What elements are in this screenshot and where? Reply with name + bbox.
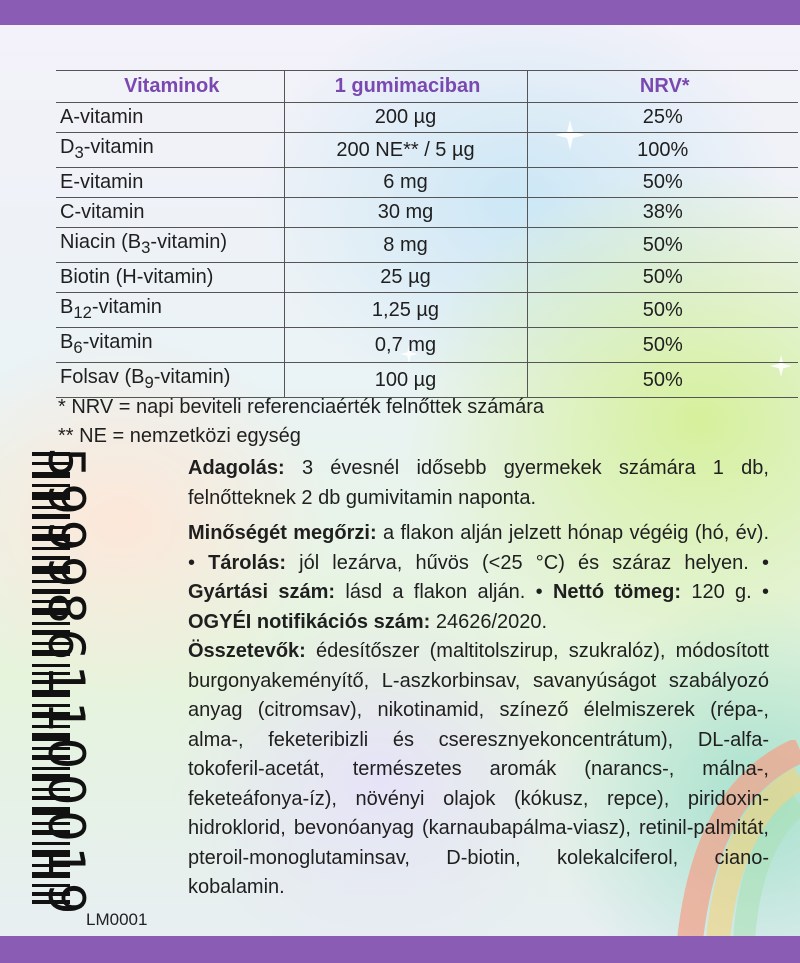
table-row — [56, 103, 798, 133]
vitamin-nrv: 100% — [527, 133, 798, 168]
header-nrv: NRV* — [527, 71, 798, 103]
dosage-paragraph — [188, 454, 769, 513]
vitamin-name: Niacin $(B_3-vitamin)$ — [56, 228, 284, 263]
vitamin-amount: 100 µg — [284, 363, 527, 398]
vitamin-name: $D_3$-vitamin — [56, 133, 284, 168]
vitamin-name: Biotin (H-vitamin) — [56, 263, 284, 293]
footnote-nrv: * NRV = napi beviteli referenciaérték felnőttek számára — [58, 396, 544, 418]
vitamin-nrv: 38% — [527, 198, 798, 228]
weight-text: 120 g. • — [681, 581, 769, 603]
vitamin-nrv: 50% — [527, 168, 798, 198]
vitamin-nrv: 50% — [527, 293, 798, 328]
vitamin-name: E-vitamin — [56, 168, 284, 198]
weight-label: Nettó tömeg: — [552, 581, 682, 603]
storage-paragraph — [188, 519, 769, 637]
batch-text: lásd a flakon alján. • — [335, 581, 553, 603]
vitamin-name: C-vitamin — [56, 198, 284, 228]
vitamin-amount: 6 mg — [284, 168, 527, 198]
ingredients-label: Összetevők: — [188, 640, 306, 662]
vitamin-name: $B_6$-vitamin — [56, 328, 284, 363]
bottom-purple-band — [0, 936, 800, 963]
dosage-text: 3 évesnél idősebb gyermekek számára 1 db, felnőtteknek 2 db gumivitamin naponta. — [188, 457, 769, 509]
storage-text: jól lezárva, hűvös (<25 °C) és száraz helyen. • — [285, 551, 769, 574]
vitamin-nrv: 50% — [527, 263, 798, 293]
vitamin-amount: 0,7 mg — [284, 328, 527, 363]
table-row — [56, 228, 798, 263]
table-row — [56, 263, 798, 293]
top-purple-band — [0, 0, 800, 25]
vitamin-amount: 1,25 µg — [284, 293, 527, 328]
vitamin-amount: 8 mg — [284, 228, 527, 263]
vitamin-name: A-vitamin — [56, 103, 284, 133]
vitamin-amount: 200 µg — [284, 103, 527, 133]
bestbefore-label: Minőségét megőrzi: — [188, 522, 377, 544]
ingredients-text: édesítőszer (maltitolszirup, szukralóz), módosított burgonyakeményítő, L-aszkorbinsav, savanyúságot szabályozó anyag (citromsav), nikotinamid, színező élelmiszerek (répa-, alma-, feketeribizli és cseresznyekoncentrátum), DL-alfa-tokoferil-acetát, természetes aromák (narancs-, málna-, feketeáfonya-íz), növényi olajok (kókusz, repce), piridoxin-hidroklorid, bevonóanyag (karnaubapálma-viasz), retinil-palmitát, pteroil-monoglutaminsav, D-biotin, kolekalciferol, ciano-kobalamin. — [188, 640, 769, 898]
vitamin-nrv: 25% — [527, 103, 798, 133]
table-row — [56, 363, 798, 398]
vitamin-nrv: 50% — [527, 228, 798, 263]
bestbefore-text: a flakon alján jelzett hónap végéig (hó, év). • — [188, 522, 769, 574]
header-per-gummy: 1 gumimaciban — [284, 71, 527, 103]
lot-code: LM0001 — [86, 910, 148, 929]
vitamin-nrv: 50% — [527, 328, 798, 363]
table-row — [56, 198, 798, 228]
vitamin-amount: 200 NE** / 5 µg — [284, 133, 527, 168]
product-info — [188, 454, 769, 903]
header-vitamins: Vitaminok — [56, 71, 284, 103]
vitamin-name: $B_{12}$-vitamin — [56, 293, 284, 328]
batch-label: Gyártási szám: — [188, 581, 336, 603]
table-row — [56, 168, 798, 198]
vitamin-table — [56, 70, 798, 398]
vitamin-amount: 25 µg — [284, 263, 527, 293]
barcode-number: 5999861100019 — [37, 447, 95, 920]
table-row — [56, 328, 798, 363]
storage-label: Tárolás: — [208, 551, 286, 574]
ogyei-label: OGYÉI notifikációs szám: — [188, 610, 431, 633]
table-row — [56, 293, 798, 328]
ogyei-text: 24626/2020. — [430, 610, 548, 633]
dosage-label: Adagolás: — [188, 457, 285, 479]
footnote-ne: ** NE = nemzetközi egység — [58, 425, 301, 447]
table-row — [56, 133, 798, 168]
table-header-row — [56, 71, 798, 103]
vitamin-name: Folsav $(B_9-vitamin)$ — [56, 363, 284, 398]
ingredients-paragraph — [188, 637, 769, 903]
vitamin-nrv: 50% — [527, 363, 798, 398]
vitamin-amount: 30 mg — [284, 198, 527, 228]
